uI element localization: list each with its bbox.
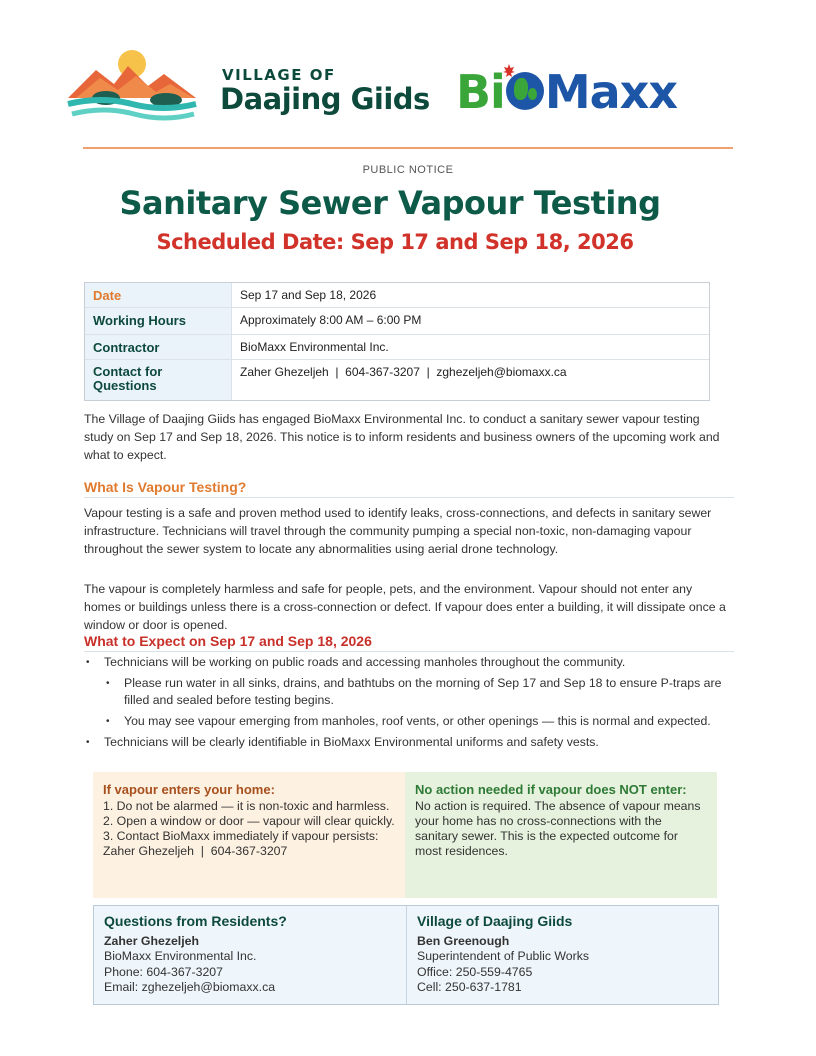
info-value-date: Sep 17 and Sep 18, 2026: [231, 283, 709, 307]
no-action-heading: No action needed if vapour does NOT enter:: [415, 782, 687, 797]
section-heading-what-to-expect: What to Expect on Sep 17 and Sep 18, 2026: [84, 633, 734, 652]
info-value-contractor: BioMaxx Environmental Inc.: [231, 335, 709, 359]
info-label-working-hours: Working Hours: [85, 308, 231, 334]
list-item: • Technicians will be clearly identifiable in BioMaxx Environmental uniforms and safety vests.: [84, 734, 724, 751]
contact-heading-questions: Questions from Residents?: [104, 913, 287, 929]
vapour-step-3: 3. Contact BioMaxx immediately if vapour persists:: [103, 829, 379, 843]
vapour-enters-heading: If vapour enters your home:: [103, 782, 275, 797]
header-divider: [83, 147, 733, 149]
vapour-contact-line: Zaher Ghezeljeh | 604-367-3207: [103, 844, 288, 858]
resident-questions-contact: [94, 906, 406, 1004]
vapour-enters-panel: [93, 772, 405, 898]
expect-list: [84, 654, 724, 755]
contact-phone: Phone: 604-367-3207: [104, 964, 223, 979]
contact-heading-village: Village of Daajing Giids: [417, 913, 573, 929]
section1-paragraph-1: Vapour testing is a safe and proven method used to identify leaks, cross-connections, and defects in sanitary sewer infrastructure. Technicians will travel through the community pumping a special non-toxic, non-damaging vapour throughout the sewer system to locate any abnormalities using aerial drone technology.: [84, 506, 712, 556]
table-row: [85, 283, 709, 308]
info-label-contact: Contact for Questions: [85, 360, 231, 400]
vapour-step-1: 1. Do not be alarmed — it is non-toxic and harmless.: [103, 799, 390, 813]
village-contact: [406, 906, 718, 1004]
info-value-contact: Zaher Ghezeljeh | 604-367-3207 | zghezeljeh@biomaxx.ca: [231, 360, 709, 400]
notice-kicker: PUBLIC NOTICE: [362, 164, 454, 176]
page-title: Sanitary Sewer Vapour Testing: [119, 184, 661, 222]
contact-role: Superintendent of Public Works: [417, 949, 590, 963]
biomaxx-logo-text-maxx: Maxx: [544, 65, 678, 119]
contact-name-ben: Ben Greenough: [417, 933, 510, 948]
contact-email[interactable]: Email: zghezeljeh@biomaxx.ca: [104, 980, 276, 994]
info-table: [84, 282, 710, 401]
section1-paragraph-2: The vapour is completely harmless and safe for people, pets, and the environment. Vapour should not enter any homes or buildings unless there is a cross-connection or defect. If vapour does enter a building, it will dissipate once a window or door is opened.: [84, 582, 726, 632]
biomaxx-logo: [456, 64, 760, 124]
vapour-step-2: 2. Open a window or door — vapour will clear quickly.: [103, 814, 395, 828]
maple-leaf-icon: [502, 64, 516, 78]
section-heading-what-is: What Is Vapour Testing?: [84, 479, 734, 498]
contact-org: BioMaxx Environmental Inc.: [104, 949, 257, 963]
mountain-sun-icon: [66, 48, 206, 128]
table-row: [85, 360, 709, 400]
info-label-date: Date: [85, 283, 231, 307]
list-item: • Technicians will be working on public roads and accessing manholes throughout the community.: [84, 654, 724, 671]
village-of-label: VILLAGE OF: [222, 66, 336, 84]
info-value-working-hours: Approximately 8:00 AM – 6:00 PM: [231, 308, 709, 334]
intro-paragraph: The Village of Daajing Giids has engaged BioMaxx Environmental Inc. to conduct a sanitary sewer vapour testing study on Sep 17 and Sep 18, 2026. This notice is to inform residents and business owners of the upcoming work and what to expect.: [84, 412, 720, 462]
table-row: [85, 335, 709, 360]
list-item: • Please run water in all sinks, drains, and bathtubs on the morning of Sep 17 and Sep 18 to ensure P-traps are filled and sealed before testing begins.: [104, 675, 724, 709]
village-name: Daajing Giids: [220, 82, 430, 116]
table-row: [85, 308, 709, 335]
contacts-box: [93, 905, 719, 1005]
biomaxx-logo-text-bi: Bi: [456, 65, 505, 119]
vapour-panels: [93, 772, 717, 898]
list-item: • You may see vapour emerging from manholes, roof vents, or other openings — this is normal and expected.: [104, 713, 724, 730]
contact-office-phone: Office: 250-559-4765: [417, 964, 533, 979]
contact-name-zaher: Zaher Ghezeljeh: [104, 933, 199, 948]
info-label-contractor: Contractor: [85, 335, 231, 359]
no-action-panel: [405, 772, 717, 898]
page-subtitle: Scheduled Date: Sep 17 and Sep 18, 2026: [156, 230, 634, 254]
contact-cell-phone: Cell: 250-637-1781: [417, 980, 522, 994]
village-logo: [66, 48, 430, 128]
no-action-text: No action is required. The absence of vapour means your home has no cross-connections with the sanitary sewer. This is the expected outcome for most residences.: [415, 799, 701, 858]
